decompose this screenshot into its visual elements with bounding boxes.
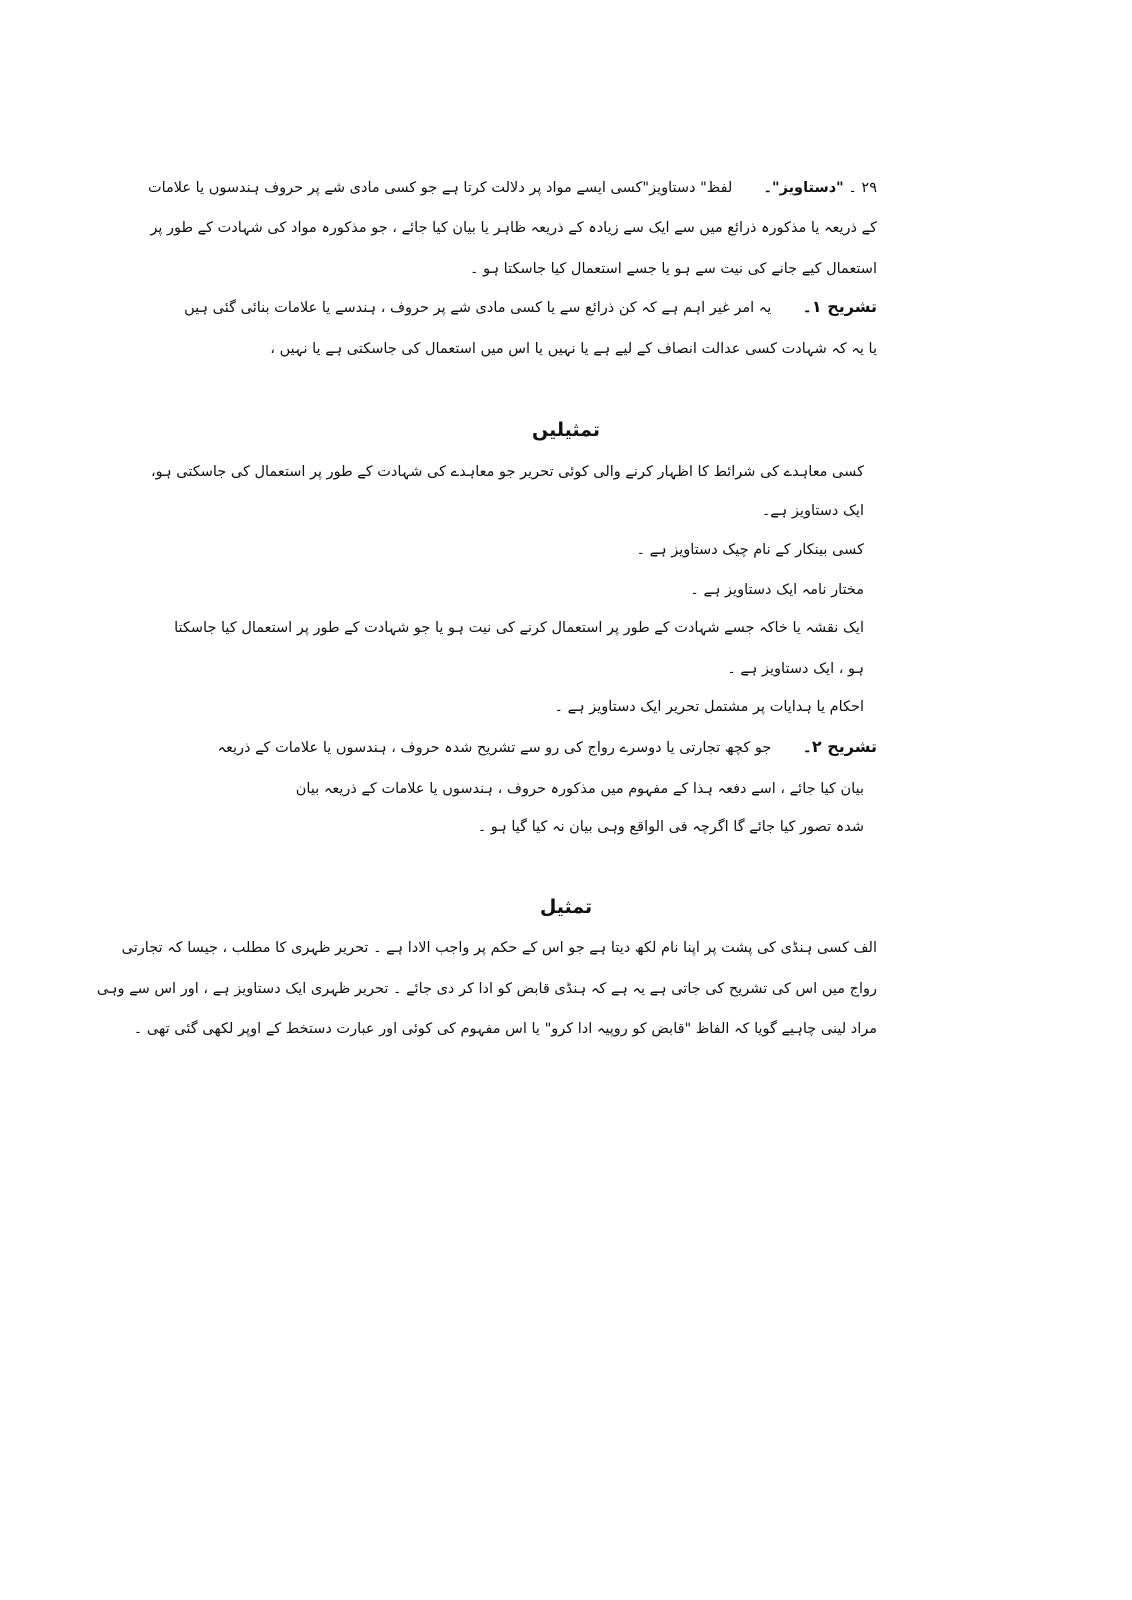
illustration-heading: تمثیل — [539, 896, 593, 918]
explanation-1-line-1 — [184, 297, 877, 318]
explanation-2-label: تشریح ۲۔ — [802, 737, 877, 756]
illustration-item-2: ایک دستاویز ہے۔ — [761, 503, 864, 519]
explanation-2-text-1: جو کچھ تجارتی یا دوسرے رواج کی رو سے تشریح شدہ حروف ، ہندسوں یا علامات کے ذریعہ — [217, 740, 772, 756]
illustration-item-7: احکام یا ہدایات پر مشتمل تحریر ایک دستاویز ہے ۔ — [554, 699, 864, 715]
illustration-item-1: کسی معاہدے کی شرائط کا اظہار کرنے والی کوئی تحریر جو معاہدے کی شہادت کے طور پر استعمال کی جاسکتی ہو، — [151, 464, 864, 480]
illustration-item-6: ہو ، ایک دستاویز ہے ۔ — [727, 661, 864, 677]
illustration-line-1: الف کسی ہنڈی کی پشت پر اپنا نام لکھ دیتا ہے جو اس کے حکم پر واجب الادا ہے ۔ تحریر ظہری کا مطلب ، جیسا کہ تجارتی — [121, 940, 877, 956]
section-title: "دستاویز"۔ — [763, 180, 844, 196]
explanation-1-text-1: یہ امر غیر اہم ہے کہ کن ذرائع سے یا کسی مادی شے پر حروف ، ہندسے یا علامات بنائی گئی ہیں — [184, 300, 772, 316]
section-29-text-1: لفظ" دستاویز"کسی ایسے مواد پر دلالت کرتا ہے جو کسی مادی شے پر حروف ہندسوں یا علامات — [147, 180, 733, 196]
explanation-2-line-1 — [217, 737, 877, 758]
illustration-line-3: مراد لینی چاہیے گویا کہ الفاظ "قابض کو روپیہ ادا کرو" یا اس مفہوم کی کوئی اور عبارت دستخط کے اوپر لکھی گئی تھی ۔ — [133, 1021, 877, 1037]
section-number: ۲۹ ۔ — [848, 180, 877, 196]
explanation-2-line-3: شدہ تصور کیا جائے گا اگرچہ فی الواقع وہی بیان نہ کیا گیا ہو ۔ — [477, 819, 864, 835]
section-29-line-1 — [147, 178, 877, 198]
illustration-item-3: کسی بینکار کے نام چیک دستاویز ہے ۔ — [636, 542, 864, 558]
explanation-2-line-2: بیان کیا جائے ، اسے دفعہ ہذا کے مفہوم میں مذکورہ حروف ، ہندسوں یا علامات کے ذریعہ بیان — [295, 781, 864, 797]
illustrations-heading: تمثیلیں — [532, 419, 600, 441]
illustration-line-2: رواج میں اس کی تشریح کی جاتی ہے یہ ہے کہ ہنڈی قابض کو ادا کر دی جائے ۔ تحریر ظہری ایک دستاویز ہے ، اور اس سے وہی — [96, 981, 877, 997]
illustration-item-4: مختار نامہ ایک دستاویز ہے ۔ — [690, 582, 864, 598]
illustration-item-5: ایک نقشہ یا خاکہ جسے شہادت کے طور پر استعمال کرنے کی نیت ہو یا جو شہادت کے طور پر استعمال کیا جاسکتا — [174, 620, 864, 636]
explanation-1-line-2: یا یہ کہ شہادت کسی عدالت انصاف کے لیے ہے یا نہیں یا اس میں استعمال کی جاسکتی ہے یا نہیں ، — [270, 341, 877, 357]
section-29-line-2: کے ذریعہ یا مذکورہ ذرائع میں سے ایک سے زیادہ کے ذریعہ ظاہر یا بیان کیا جائے ، جو مذکورہ مواد کی شہادت کے طور پر — [150, 220, 877, 236]
explanation-1-label: تشریح ۱۔ — [802, 297, 877, 316]
section-29-line-3: استعمال کیے جانے کی نیت سے ہو یا جسے استعمال کیا جاسکتا ہو ۔ — [469, 261, 877, 277]
